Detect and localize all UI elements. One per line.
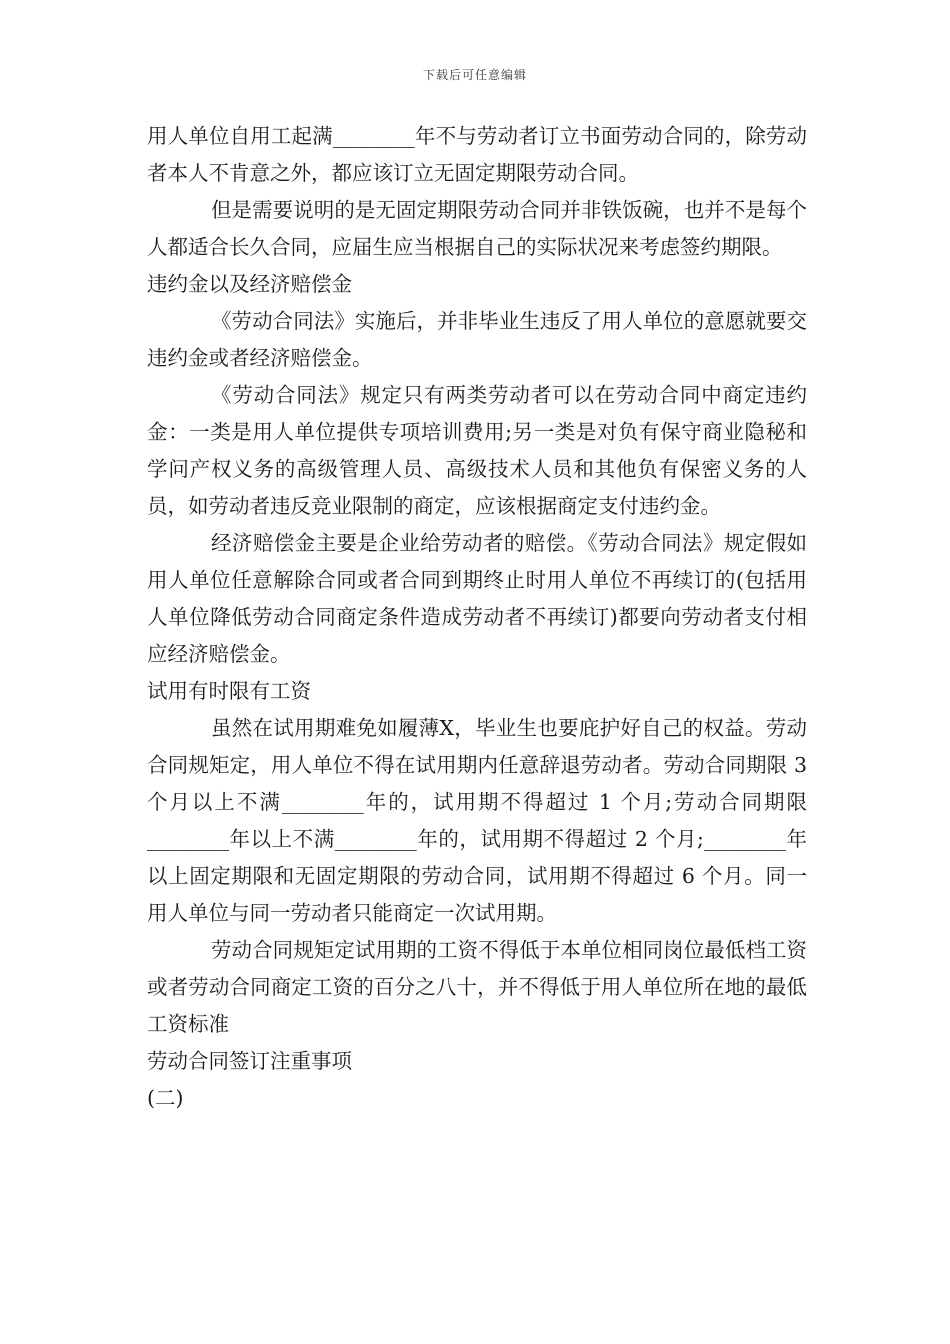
section-heading-notes: 劳动合同签订注重事项 [147, 1049, 352, 1073]
section-number: (二) [147, 1086, 184, 1110]
section-heading-penalty: 违约金以及经济赔偿金 [147, 272, 352, 296]
paragraph-5: 经济赔偿金主要是企业给劳动者的赔偿。《劳动合同法》规定假如用人单位任意解除合同或者合同到期终止时用人单位不再续订的(包括用人单位降低劳动合同商定条件造成劳动者不再续订)都要向劳动者支付相应经济赔偿金。 [147, 531, 807, 666]
document-body [147, 118, 807, 1117]
paragraph-4: 《劳动合同法》规定只有两类劳动者可以在劳动合同中商定违约金：一类是用人单位提供专项培训费用;另一类是对负有保守商业隐秘和学问产权义务的高级管理人员、高级技术人员和其他负有保密义务的人员，如劳动者违反竞业限制的商定，应该根据商定支付违约金。 [147, 383, 807, 518]
section-heading-probation: 试用有时限有工资 [147, 679, 311, 703]
paragraph-1: 用人单位自用工起满________年不与劳动者订立书面劳动合同的，除劳动者本人不肯意之外，都应该订立无固定期限劳动合同。 [147, 124, 807, 185]
paragraph-2: 但是需要说明的是无固定期限劳动合同并非铁饭碗，也并不是每个人都适合长久合同，应届生应当根据自己的实际状况来考虑签约期限。 [147, 198, 807, 259]
paragraph-7: 劳动合同规矩定试用期的工资不得低于本单位相同岗位最低档工资或者劳动合同商定工资的百分之八十，并不得低于用人单位所在地的最低工资标准 [147, 938, 807, 1036]
page-header: 下载后可任意编辑 [422, 68, 527, 82]
paragraph-6: 虽然在试用期难免如履薄X，毕业生也要庇护好自己的权益。劳动合同规矩定，用人单位不得在试用期内任意辞退劳动者。劳动合同期限 3 个月以上不满________年的，试用期不得超过 1 个月;劳动合同期限________年以上不满________年的，试用期不得超过 2 个月;________年以上固定期限和无固定期限的劳动合同，试用期不得超过 6 个月。同一用人单位与同一劳动者只能商定一次试用期。 [147, 716, 807, 925]
paragraph-3: 《劳动合同法》实施后，并非毕业生违反了用人单位的意愿就要交违约金或者经济赔偿金。 [147, 309, 807, 370]
